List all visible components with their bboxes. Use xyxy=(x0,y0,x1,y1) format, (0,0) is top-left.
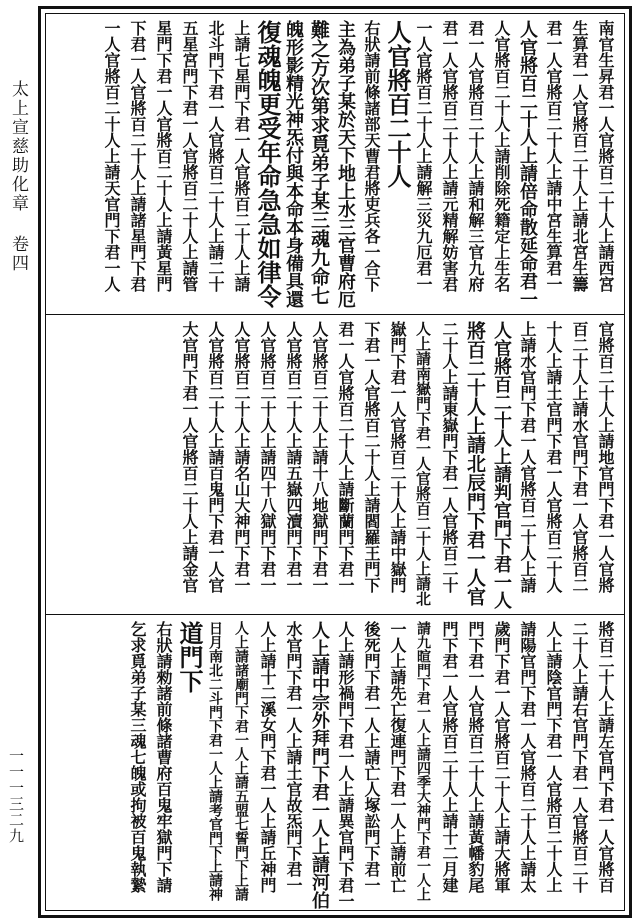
text-panel-2 xyxy=(46,314,624,615)
text-column: 將百二十人上請北辰門下君一人官 xyxy=(464,321,486,606)
text-column: 乞求覓弟子某三魂七魄或拘被百鬼執縶 xyxy=(128,621,147,893)
text-column: 一人官將百二十人上請天官門下君一人 xyxy=(102,20,121,292)
text-column: 君一人官將百二十人上請元精解妨害君 xyxy=(440,20,459,292)
scripture-title: 太上宣慈助化章 卷四 xyxy=(8,80,28,273)
text-column: 一人官將百二十人上請解三災九厄君一 xyxy=(414,20,433,292)
text-column: 水官門下君一人上請土官故炁門下君一 xyxy=(284,621,303,893)
panel-1-columns xyxy=(52,20,618,308)
inner-border xyxy=(45,13,625,911)
text-column: 下君一人官將百二十人上請諸星門下君 xyxy=(128,20,147,292)
text-column: 門下君一人官將百二十人上請十二月建 xyxy=(440,621,459,893)
text-column: 人官將百二十人上請名山大神門下君一 xyxy=(232,321,251,593)
text-column: 人官將百二十人上請十八地獄門下君一 xyxy=(310,321,329,593)
text-column: 人上請十二溪女門下君一人上請丘神門 xyxy=(258,621,277,893)
text-column: 難之方次第求覓弟子某三魂九命七 xyxy=(308,20,330,305)
text-column: 請九暄門下君一人上請四季大神門下君一人上 xyxy=(415,621,431,901)
text-column: 君一人官將百二十人上請中宮生算君一 xyxy=(544,20,563,292)
text-panel-3 xyxy=(46,614,624,915)
text-column: 復魂魄更受年命急急如律令 xyxy=(253,20,282,308)
text-column: 下君一人官將百二十人上請閻羅王門下 xyxy=(362,321,381,593)
page-number: 一一一三二九 xyxy=(7,748,25,844)
text-column: 一人上請先亡復連門下君一人上請前亡 xyxy=(388,621,407,893)
text-column: 南官生昇君一人官將百二十人上請西宮 xyxy=(596,20,615,292)
text-column: 人官將百二十人上請削除死籍定上生名 xyxy=(492,20,511,292)
text-column: 人上請形禍門下君一人上請異官門下君一 xyxy=(336,621,355,909)
text-column: 人官將百二十人上請判官門下君一人 xyxy=(491,321,512,609)
text-column: 人官將百二十人上請四十八獄門下君一 xyxy=(258,321,277,593)
text-column: 後死門下君一人上請亡人塚訟門下君一 xyxy=(362,621,381,893)
panel-2-columns xyxy=(52,321,618,609)
text-column: 星門下君一人官將百二十人上請黃星門 xyxy=(154,20,173,292)
text-column: 北斗門下君一人官將百二十人上請二十 xyxy=(206,20,225,292)
text-column: 人官將百二十人上請五嶽四瀆門下君一 xyxy=(284,321,303,593)
text-column: 五星宮門下君一人官將百二十人上請管 xyxy=(180,20,199,292)
text-column: 道門下 xyxy=(175,621,204,693)
text-column: 人上請中宗外拜門下君一人上請河伯 xyxy=(309,621,330,909)
text-column: 將百二十人上請左官門下君一人官將百 xyxy=(596,621,615,893)
panel-3-columns xyxy=(52,621,618,909)
text-column: 人上請陰官門下君一人官將百二十人上 xyxy=(544,621,563,893)
text-column: 君一人官將百二十人上請和解三官九府 xyxy=(466,20,485,292)
text-column: 百二十人上請水官門下君一人官將百二 xyxy=(570,321,589,593)
text-column: 二十人上請東嶽門下君一人官將百二十 xyxy=(440,321,459,593)
text-column: 大官門下君一人官將百二十人上請金官 xyxy=(180,321,199,593)
text-column: 主為弟子某於天下地上水三官曹府厄 xyxy=(335,20,356,308)
text-column: 日月南北二斗門下君一人上請考官門下上請神 xyxy=(207,621,223,901)
text-column: 上請水官門下君一人官將百二十人上請 xyxy=(518,321,537,593)
text-column: 十人上請土官門下君一人官將百二十人 xyxy=(544,321,563,593)
text-column: 右狀請勑諸前條諸曹府百鬼牢獄門下請 xyxy=(154,621,173,893)
page-frame xyxy=(38,6,632,918)
text-column: 人官將百二十人上請倍命散延命君一 xyxy=(517,20,538,308)
text-panel-1 xyxy=(46,14,624,314)
text-column: 人上請南嶽門下君一人官將百二十人上請北 xyxy=(414,321,432,606)
text-column: 請陽官門下君一人官將百二十人上請太 xyxy=(518,621,537,893)
text-column: 上請七星門下君一人官將百二十人上請 xyxy=(232,20,251,292)
text-column: 人官將百二十人上請百鬼門下君一人官 xyxy=(206,321,225,593)
text-column: 魄形影精光神炁付與本命本身備具還 xyxy=(283,20,304,308)
text-column: 生算君一人官將百二十人上請北宮生籌 xyxy=(570,20,589,292)
text-column: 官將百二十人上請地官門下君一人官將 xyxy=(596,321,615,593)
text-column: 門下君一人官將百二十人上請黃幡豹尾 xyxy=(466,621,485,893)
text-column: 歲門下君一人官將百二十人上請大將軍 xyxy=(492,621,511,893)
text-column: 右狀請前條諸部天曹君將吏兵各一合下 xyxy=(362,20,381,292)
text-column: 二十人上請右官門下君一人官將百二十 xyxy=(570,621,589,893)
text-column: 嶽門下君一人官將百二十人上請中嶽門 xyxy=(388,321,407,593)
text-column: 人官將百二十人 xyxy=(383,20,412,188)
text-column: 人上請諸廟門下君一人上請五盟七誓門下上請 xyxy=(233,621,249,901)
text-column: 君一人官將百二十人上請斷蘭門下君一 xyxy=(336,321,355,593)
